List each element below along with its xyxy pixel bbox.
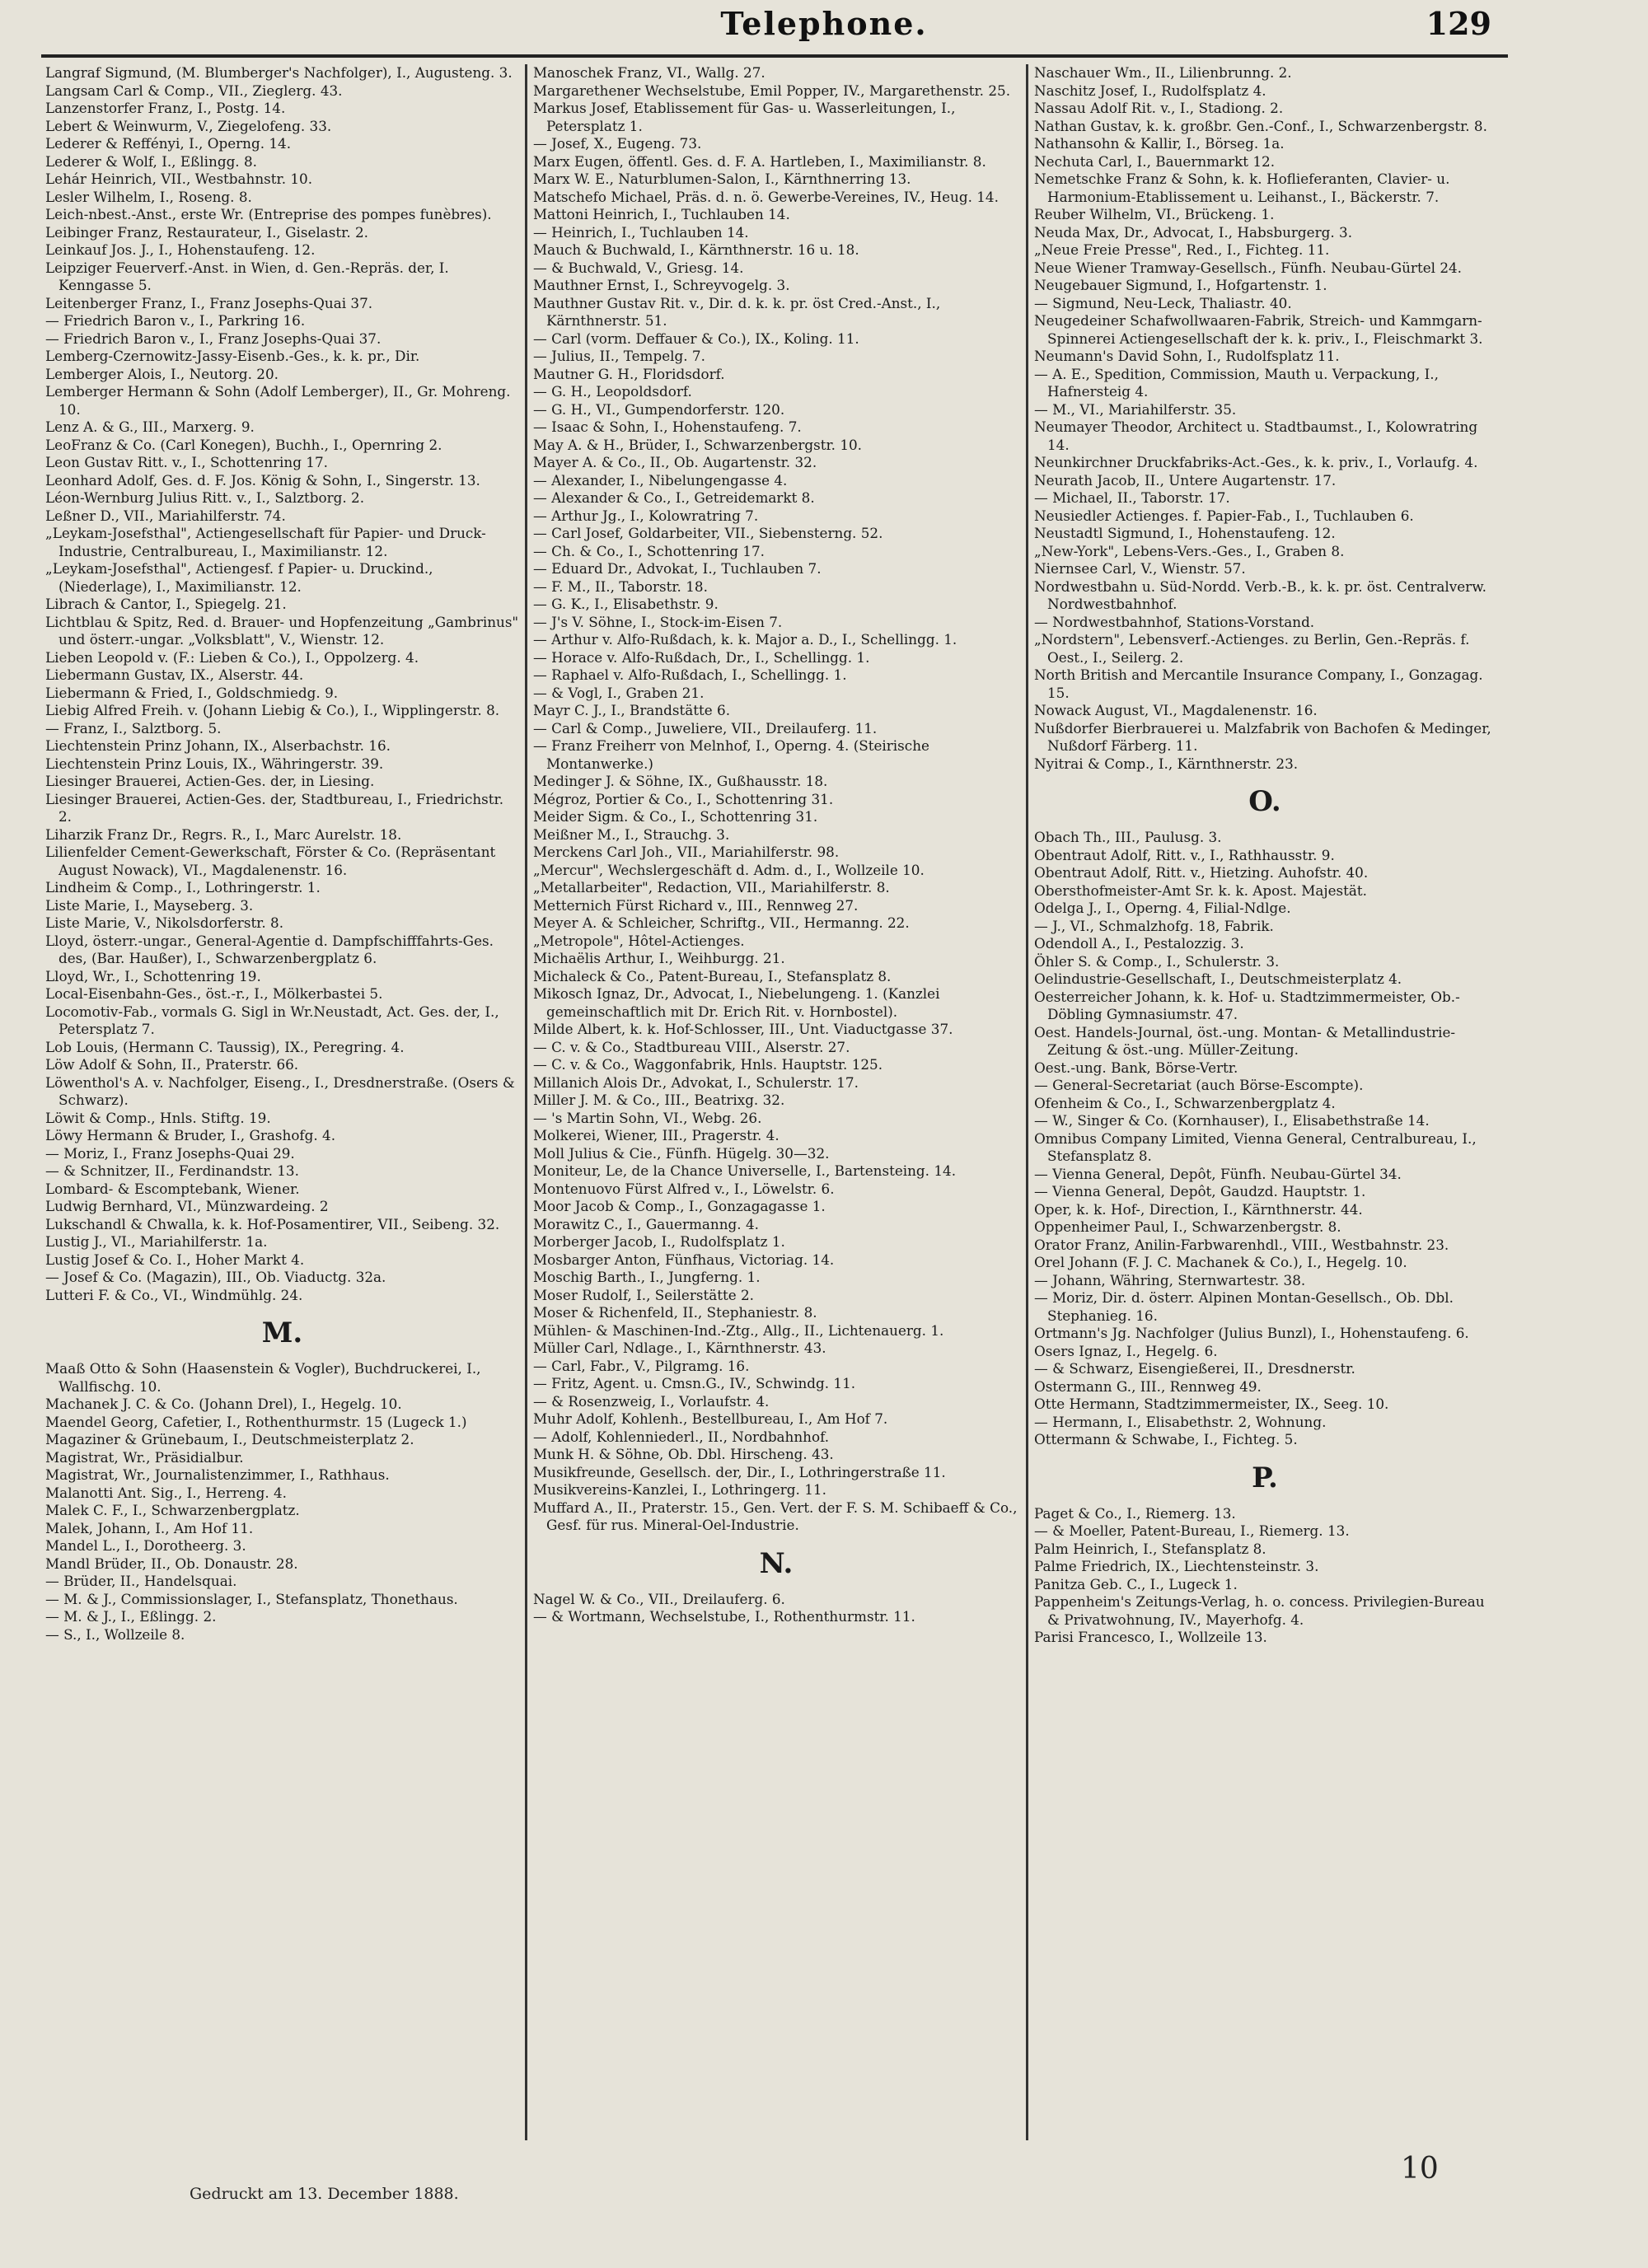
directory-entry: Lichtblau & Spitz, Red. d. Brauer- und Hopfenzeitung „Gambrinus" und österr.-ungar. „Volksblatt", V., Wienstr. 12. (45, 613, 519, 648)
directory-entry: Langraf Sigmund, (M. Blumberger's Nachfolger), I., Augusteng. 3. (45, 64, 513, 81)
directory-entry: Leon Gustav Ritt. v., I., Schottenring 17. (45, 454, 328, 470)
directory-entry: Neunkirchner Druckfabriks-Act.-Ges., k. k. priv., I., Vorlaufg. 4. (1034, 454, 1478, 470)
directory-entry: Mégroz, Portier & Co., I., Schottenring 31. (533, 790, 834, 807)
directory-entry: Liesinger Brauerei, Actien-Ges. der, in Liesing. (45, 773, 375, 789)
directory-entry: Niernsee Carl, V., Wienstr. 57. (1034, 560, 1246, 577)
directory-entry: Moniteur, Le, de la Chance Universelle, I., Bartensteing. 14. (533, 1162, 957, 1179)
directory-entry: Moll Julius & Cie., Fünfh. Hügelg. 30—32. (533, 1144, 830, 1162)
directory-entry: Maendel Georg, Cafetier, I., Rothenthurmstr. 15 (Lugeck 1.) (45, 1413, 467, 1430)
directory-entry: — & Schwarz, Eisengießerei, II., Dresdnerstr. (1034, 1360, 1355, 1377)
directory-entry: Odelga J., I., Operng. 4, Filial-Ndlge. (1034, 900, 1291, 916)
directory-entry: Merckens Carl Joh., VII., Mariahilferstr. 98. (533, 844, 840, 860)
directory-entry: — & Rosenzweig, I., Vorlaufstr. 4. (533, 1392, 770, 1410)
directory-entry: Liste Marie, I., Mayseberg. 3. (45, 896, 254, 914)
directory-entry: „Neue Freie Presse", Red., I., Fichteg. 11. (1034, 241, 1330, 258)
directory-entry: Medinger J. & Söhne, IX., Gußhausstr. 18. (533, 773, 828, 789)
directory-entry: Mühlen- & Maschinen-Ind.-Ztg., Allg., II., Lichtenauerg. 1. (533, 1321, 944, 1339)
directory-entry: Nowack August, VI., Magdalenenstr. 16. (1034, 702, 1318, 718)
directory-entry: — Julius, II., Tempelg. 7. (533, 348, 705, 364)
directory-entry: — Carl (vorm. Deffauer & Co.), IX., Koling. 11. (533, 330, 859, 347)
directory-entry: Mandl Brüder, II., Ob. Donaustr. 28. (45, 1555, 298, 1572)
directory-entry: — M., VI., Mariahilferstr. 35. (1034, 400, 1237, 418)
directory-entry: Musikfreunde, Gesellsch. der, Dir., I., Lothringerstraße 11. (533, 1463, 946, 1480)
directory-entry: — Johann, Währing, Sternwartestr. 38. (1034, 1271, 1306, 1288)
directory-entry: — G. H., Leopoldsdorf. (533, 383, 692, 400)
column-divider (1026, 64, 1028, 2140)
directory-entry: — M. & J., Commissionslager, I., Stefansplatz, Thonethaus. (45, 1590, 458, 1607)
directory-entry: Leipziger Feuerverf.-Anst. in Wien, d. Gen.-Repräs. der, I. Kenngasse 5. (45, 259, 449, 293)
directory-entry: Moschig Barth., I., Jungferng. 1. (533, 1269, 761, 1285)
directory-entry: Neusiedler Actienges. f. Papier-Fab., I., Tuchlauben 6. (1034, 507, 1414, 524)
directory-entry: May A. & H., Brüder, I., Schwarzenbergstr. 10. (533, 436, 863, 453)
directory-entry: Nechuta Carl, I., Bauernmarkt 12. (1034, 152, 1276, 170)
directory-entry: Mayr C. J., I., Brandstätte 6. (533, 702, 731, 718)
section-letter-heading: N. (759, 1546, 794, 1580)
directory-entry: Ludwig Bernhard, VI., Münzwardeing. 2 (45, 1198, 329, 1214)
section-letter-heading: P. (1252, 1461, 1278, 1494)
directory-entry: — Hermann, I., Elisabethstr. 2, Wohnung. (1034, 1413, 1327, 1430)
directory-entry: — & Vogl, I., Graben 21. (533, 684, 705, 701)
directory-entry: — Adolf, Kohlenniederl., II., Nordbahnhof. (533, 1428, 830, 1445)
directory-entry: — C. v. & Co., Waggonfabrik, Hnls. Hauptstr. 125. (533, 1056, 883, 1073)
directory-entry: Leitenberger Franz, I., Franz Josephs-Quai 37. (45, 294, 373, 311)
print-date-note: Gedruckt am 13. December 1888. (190, 2185, 459, 2203)
directory-entry: Montenuovo Fürst Alfred v., I., Löwelstr. 6. (533, 1180, 835, 1197)
directory-entry: „Metropole", Hôtel-Actienges. (533, 932, 745, 949)
directory-entry: — Josef & Co. (Magazin), III., Ob. Viaductg. 32a. (45, 1269, 386, 1285)
directory-entry: Magistrat, Wr., Journalistenzimmer, I., Rathhaus. (45, 1466, 390, 1483)
directory-entry: — Franz Freiherr von Melnhof, I., Operng. 4. (Steirische Montanwerke.) (533, 737, 929, 772)
directory-entry: Oper, k. k. Hof-, Direction, I., Kärnthnerstr. 44. (1034, 1200, 1363, 1218)
directory-entry: Malek, Johann, I., Am Hof 11. (45, 1519, 254, 1536)
directory-entry: Naschauer Wm., II., Lilienbrunng. 2. (1034, 64, 1292, 81)
directory-entry: — Michael, II., Taborstr. 17. (1034, 489, 1230, 506)
directory-entry: — Carl & Comp., Juweliere, VII., Dreilauferg. 11. (533, 719, 878, 737)
column-2 (533, 64, 1019, 2140)
directory-entry: Leich-nbest.-Anst., erste Wr. (Entreprise des pompes funèbres). (45, 206, 492, 222)
directory-entry: Otte Hermann, Stadtzimmermeister, IX., Seeg. 10. (1034, 1396, 1389, 1412)
directory-entry: — General-Secretariat (auch Börse-Escompte). (1034, 1077, 1364, 1093)
directory-entry: Lutteri F. & Co., VI., Windmühlg. 24. (45, 1286, 303, 1303)
directory-entry: Obach Th., III., Paulusg. 3. (1034, 829, 1222, 845)
directory-entry: Lustig Josef & Co. I., Hoher Markt 4. (45, 1251, 305, 1268)
directory-entry: Osers Ignaz, I., Hegelg. 6. (1034, 1342, 1218, 1359)
directory-entry: Lilienfelder Cement-Gewerkschaft, Förster & Co. (Repräsentant August Nowack), VI., Magdalenenstr. 16. (45, 844, 496, 878)
section-letter-heading: O. (1248, 785, 1281, 818)
directory-entry: — Arthur v. Alfo-Rußdach, k. k. Major a. D., I., Schellingg. 1. (533, 631, 957, 648)
directory-entry: Müller Carl, Ndlage., I., Kärnthnerstr. 43. (533, 1340, 826, 1356)
directory-entry: — & Wortmann, Wechselstube, I., Rothenthurmstr. 11. (533, 1608, 915, 1625)
directory-entry: — Isaac & Sohn, I., Hohenstaufeng. 7. (533, 419, 802, 435)
directory-entry: Ortmann's Jg. Nachfolger (Julius Bunzl), I., Hohenstaufeng. 6. (1034, 1325, 1469, 1341)
directory-entry: — Alexander & Co., I., Getreidemarkt 8. (533, 489, 815, 506)
directory-entry: Locomotiv-Fab., vormals G. Sigl in Wr.Neustadt, Act. Ges. der, I., Petersplatz 7. (45, 1003, 499, 1037)
directory-entry: Milde Albert, k. k. Hof-Schlosser, III., Unt. Viaductgasse 37. (533, 1021, 953, 1037)
directory-entry: — Carl, Fabr., V., Pilgramg. 16. (533, 1357, 750, 1374)
directory-entry: Leibinger Franz, Restaurateur, I., Giselastr. 2. (45, 223, 368, 241)
directory-entry: Parisi Francesco, I., Wollzeile 13. (1034, 1629, 1267, 1645)
directory-entry: — J., VI., Schmalzhofg. 18, Fabrik. (1034, 917, 1274, 934)
directory-entry: Molkerei, Wiener, III., Pragerstr. 4. (533, 1127, 780, 1143)
directory-entry: Lukschandl & Chwalla, k. k. Hof-Posamentirer, VII., Seibeng. 32. (45, 1215, 500, 1232)
directory-entry: Liebermann Gustav, IX., Alserstr. 44. (45, 666, 304, 683)
directory-entry: Maaß Otto & Sohn (Haasenstein & Vogler), Buchdruckerei, I., Wallfischg. 10. (45, 1360, 481, 1395)
directory-entry: — G. H., VI., Gumpendorferstr. 120. (533, 400, 785, 418)
directory-entry: Metternich Fürst Richard v., III., Rennweg 27. (533, 896, 859, 914)
directory-entry: Neumayer Theodor, Architect u. Stadtbaumst., I., Kolowratring 14. (1034, 419, 1478, 453)
directory-entry: Muffard A., II., Praterstr. 15., Gen. Vert. der F. S. M. Schibaeff & Co., Gesf. für rus. Mineral-Oel-Industrie. (533, 1499, 1018, 1533)
page-title: Telephone. (720, 5, 928, 42)
directory-entry: — Nordwestbahnhof, Stations-Vorstand. (1034, 613, 1315, 630)
directory-entry: Marx W. E., Naturblumen-Salon, I., Kärnthnerring 13. (533, 171, 911, 187)
directory-entry: Oest. Handels-Journal, öst.-ung. Montan- & Metallindustrie-Zeitung & öst.-ung. Müller-Zeitung. (1034, 1023, 1456, 1058)
directory-entry: Mauch & Buchwald, I., Kärnthnerstr. 16 u. 18. (533, 241, 859, 258)
directory-entry: Omnibus Company Limited, Vienna General, Centralbureau, I., Stefansplatz 8. (1034, 1129, 1477, 1164)
directory-entry: Musikvereins-Kanzlei, I., Lothringerg. 11. (533, 1481, 826, 1498)
directory-entry: — J's V. Söhne, I., Stock-im-Eisen 7. (533, 613, 783, 630)
directory-entry: Palm Heinrich, I., Stefansplatz 8. (1034, 1540, 1266, 1557)
directory-entry: „Metallarbeiter", Redaction, VII., Mariahilferstr. 8. (533, 879, 890, 896)
directory-entry: Neurath Jacob, II., Untere Augartenstr. 17. (1034, 471, 1337, 489)
directory-entry: Liesinger Brauerei, Actien-Ges. der, Stadtbureau, I., Friedrichstr. 2. (45, 790, 504, 825)
directory-entry: — 's Martin Sohn, VI., Webg. 26. (533, 1109, 762, 1126)
directory-entry: Lehár Heinrich, VII., Westbahnstr. 10. (45, 171, 313, 187)
directory-entry: — S., I., Wollzeile 8. (45, 1625, 185, 1643)
directory-entry: Orator Franz, Anilin-Farbwarenhdl., VIII., Westbahnstr. 23. (1034, 1236, 1449, 1253)
directory-entry: Mayer A. & Co., II., Ob. Augartenstr. 32. (533, 454, 817, 470)
directory-entry: — Moriz, Dir. d. österr. Alpinen Montan-Gesellsch., Ob. Dbl. Stephanieg. 16. (1034, 1289, 1454, 1324)
directory-entry: Orel Johann (F. J. C. Machanek & Co.), I., Hegelg. 10. (1034, 1254, 1407, 1270)
directory-entry: Nordwestbahn u. Süd-Nordd. Verb.-B., k. k. pr. öst. Centralverw. Nordwestbahnhof. (1034, 578, 1486, 612)
directory-entry: Neuda Max, Dr., Advocat, I., Habsburgerg. 3. (1034, 223, 1353, 241)
directory-entry: Local-Eisenbahn-Ges., öst.-r., I., Mölkerbastei 5. (45, 985, 383, 1002)
directory-entry: Lesler Wilhelm, I., Roseng. 8. (45, 188, 252, 205)
directory-entry: „New-York", Lebens-Vers.-Ges., I., Graben 8. (1034, 542, 1345, 559)
sheet-signature: 10 (1401, 2152, 1439, 2186)
column-3 (1034, 64, 1496, 2140)
directory-entry: Nyitrai & Comp., I., Kärnthnerstr. 23. (1034, 755, 1299, 772)
directory-entry: Lindheim & Comp., I., Lothringerstr. 1. (45, 879, 321, 896)
directory-entry: Meyer A. & Schleicher, Schriftg., VII., Hermanng. 22. (533, 914, 910, 931)
directory-entry: Marx Eugen, öffentl. Ges. d. F. A. Hartleben, I., Maximilianstr. 8. (533, 152, 986, 170)
directory-entry: — M. & J., I., Eßlingg. 2. (45, 1608, 217, 1625)
column-divider (525, 64, 527, 2140)
directory-entry: Lenz A. & G., III., Marxerg. 9. (45, 419, 255, 435)
directory-entry: Obentraut Adolf, Ritt. v., Hietzing. Auhofstr. 40. (1034, 864, 1369, 881)
directory-entry: — W., Singer & Co. (Kornhauser), I., Elisabethstraße 14. (1034, 1112, 1430, 1129)
directory-entry: Löwenthol's A. v. Nachfolger, Eiseng., I., Dresdnerstraße. (Osers & Schwarz). (45, 1073, 515, 1108)
directory-entry: Oest.-ung. Bank, Börse-Vertr. (1034, 1059, 1238, 1076)
directory-entry: Ofenheim & Co., I., Schwarzenbergplatz 4. (1034, 1094, 1336, 1111)
directory-entry: Millanich Alois Dr., Advokat, I., Schulerstr. 17. (533, 1073, 859, 1091)
directory-entry: Reuber Wilhelm, VI., Brückeng. 1. (1034, 206, 1275, 222)
directory-entry: Moor Jacob & Comp., I., Gonzagagasse 1. (533, 1198, 826, 1214)
directory-entry: Miller J. M. & Co., III., Beatrixg. 32. (533, 1092, 785, 1108)
directory-entry: Naschitz Josef, I., Rudolfsplatz 4. (1034, 82, 1266, 99)
directory-entry: Neugedeiner Schafwollwaaren-Fabrik, Streich- und Kammgarn-Spinnerei Actiengesellschaft der k. k. priv., I., Fleischmarkt 3. (1034, 312, 1483, 347)
directory-entry: Lemberger Alois, I., Neutorg. 20. (45, 365, 279, 382)
directory-entry: Mauthner Ernst, I., Schreyvogelg. 3. (533, 277, 790, 293)
directory-entry: Lemberger Hermann & Sohn (Adolf Lemberger), II., Gr. Mohreng. 10. (45, 383, 511, 418)
section-letter-heading: M. (261, 1316, 303, 1349)
directory-entry: Obersthofmeister-Amt Sr. k. k. Apost. Majestät. (1034, 881, 1367, 899)
directory-entry: Morberger Jacob, I., Rudolfsplatz 1. (533, 1233, 785, 1250)
directory-entry: Morawitz C., I., Gauermanng. 4. (533, 1215, 759, 1232)
directory-entry: — Brüder, II., Handelsquai. (45, 1573, 237, 1589)
directory-entry: Lloyd, Wr., I., Schottenring 19. (45, 967, 261, 984)
directory-entry: Muhr Adolf, Kohlenh., Bestellbureau, I., Am Hof 7. (533, 1410, 888, 1427)
directory-entry: Neue Wiener Tramway-Gesellsch., Fünfh. Neubau-Gürtel 24. (1034, 259, 1463, 276)
directory-entry: — Alexander, I., Nibelungengasse 4. (533, 471, 788, 489)
directory-entry: Ottermann & Schwabe, I., Fichteg. 5. (1034, 1431, 1298, 1447)
directory-entry: Lieben Leopold v. (F.: Lieben & Co.), I., Oppolzerg. 4. (45, 648, 419, 666)
directory-entry: Nemetschke Franz & Sohn, k. k. Hoflieferanten, Clavier- u. Harmonium-Etablissement u. Leihanst., I., Bäckerstr. 7. (1034, 171, 1450, 205)
directory-entry: — Friedrich Baron v., I., Franz Josephs-Quai 37. (45, 330, 382, 347)
directory-entry: Mauthner Gustav Rit. v., Dir. d. k. k. pr. öst Cred.-Anst., I., Kärnthnerstr. 51. (533, 294, 941, 329)
directory-entry: Paget & Co., I., Riemerg. 13. (1034, 1504, 1236, 1522)
directory-entry: Panitza Geb. C., I., Lugeck 1. (1034, 1575, 1238, 1592)
directory-entry: Nußdorfer Bierbrauerei u. Malzfabrik von Bachofen & Medinger, Nußdorf Färberg. 11. (1034, 719, 1491, 754)
directory-entry: Leonhard Adolf, Ges. d. F. Jos. König & Sohn, I., Singerstr. 13. (45, 471, 480, 489)
directory-entry: Lebert & Weinwurm, V., Ziegelofeng. 33. (45, 117, 332, 134)
directory-entry: Oppenheimer Paul, I., Schwarzenbergstr. 8. (1034, 1218, 1341, 1235)
directory-entry: Nassau Adolf Rit. v., I., Stadiong. 2. (1034, 100, 1284, 116)
directory-entry: Mosbarger Anton, Fünfhaus, Victoriag. 14. (533, 1251, 835, 1268)
directory-entry: Munk H. & Söhne, Ob. Dbl. Hirscheng. 43. (533, 1446, 834, 1462)
directory-entry: Löwit & Comp., Hnls. Stiftg. 19. (45, 1109, 271, 1126)
directory-entry: — Moriz, I., Franz Josephs-Quai 29. (45, 1144, 295, 1162)
directory-entry: Neustadtl Sigmund, I., Hohenstaufeng. 12. (1034, 525, 1336, 541)
directory-entry: Malek C. F., I., Schwarzenbergplatz. (45, 1502, 300, 1518)
directory-entry: Mautner G. H., Floridsdorf. (533, 365, 725, 382)
directory-entry: Moser & Richenfeld, II., Stephaniestr. 8. (533, 1304, 817, 1321)
directory-entry: Öhler S. & Comp., I., Schulerstr. 3. (1034, 952, 1280, 970)
directory-entry: „Leykam-Josefsthal", Actiengesellschaft für Papier- und Druck-Industrie, Centralbureau, I., Maximilianstr. 12. (45, 525, 486, 559)
directory-entry: Liebig Alfred Freih. v. (Johann Liebig & Co.), I., Wipplingerstr. 8. (45, 702, 500, 718)
directory-entry: — C. v. & Co., Stadtbureau VIII., Alserstr. 27. (533, 1038, 850, 1055)
directory-entry: Matschefo Michael, Präs. d. n. ö. Gewerbe-Vereines, IV., Heug. 14. (533, 188, 999, 205)
directory-entry: — Ch. & Co., I., Schottenring 17. (533, 542, 765, 559)
directory-entry: — Raphael v. Alfo-Rußdach, I., Schellingg. 1. (533, 666, 847, 683)
directory-entry: Oesterreicher Johann, k. k. Hof- u. Stadtzimmermeister, Ob.-Döbling Gymnasiumstr. 47. (1034, 988, 1460, 1022)
directory-entry: LeoFranz & Co. (Carl Konegen), Buchh., I., Opernring 2. (45, 436, 442, 453)
directory-entry: Leßner D., VII., Mariahilferstr. 74. (45, 507, 286, 524)
directory-entry: Malanotti Ant. Sig., I., Herreng. 4. (45, 1484, 288, 1501)
directory-entry: Machanek J. C. & Co. (Johann Drel), I., Hegelg. 10. (45, 1396, 402, 1412)
directory-entry: „Nordstern", Lebensverf.-Actienges. zu Berlin, Gen.-Repräs. f. Oest., I., Seilerg. 2. (1034, 631, 1470, 666)
directory-entry: Lustig J., VI., Mariahilferstr. 1a. (45, 1233, 268, 1250)
directory-entry: Moser Rudolf, I., Seilerstätte 2. (533, 1286, 754, 1303)
directory-entry: — & Moeller, Patent-Bureau, I., Riemerg. 13. (1034, 1522, 1350, 1539)
directory-entry: Palme Friedrich, IX., Liechtensteinstr. 3. (1034, 1558, 1319, 1574)
directory-entry: Lederer & Reffényi, I., Operng. 14. (45, 135, 292, 152)
directory-entry: „Leykam-Josefsthal", Actiengesf. f Papier- u. Druckind., (Niederlage), I., Maximilianstr. 12. (45, 560, 433, 595)
directory-entry: Leinkauf Jos. J., I., Hohenstaufeng. 12. (45, 241, 316, 258)
directory-entry: Lob Louis, (Hermann C. Taussig), IX., Peregring. 4. (45, 1038, 405, 1055)
directory-entry: Mandel L., I., Dorotheerg. 3. (45, 1537, 246, 1554)
directory-entry: Oelindustrie-Gesellschaft, I., Deutschmeisterplatz 4. (1034, 970, 1402, 987)
directory-entry: — Arthur Jg., I., Kolowratring 7. (533, 507, 759, 524)
directory-entry: Magistrat, Wr., Präsidialbur. (45, 1448, 244, 1466)
directory-entry: Obentraut Adolf, Ritt. v., I., Rathhausstr. 9. (1034, 846, 1335, 863)
directory-entry: Margarethener Wechselstube, Emil Popper, IV., Margarethenstr. 25. (533, 82, 1011, 99)
directory-entry: Librach & Cantor, I., Spiegelg. 21. (45, 596, 287, 612)
directory-entry: Pappenheim's Zeitungs-Verlag, h. o. concess. Privilegien-Bureau & Privatwohnung, IV., Mayerhofg. 4. (1034, 1593, 1485, 1628)
directory-entry: Liebermann & Fried, I., Goldschmiedg. 9. (45, 684, 339, 701)
directory-entry: Markus Josef, Etablissement für Gas- u. Wasserleitungen, I., Petersplatz 1. (533, 100, 956, 134)
directory-entry: — Eduard Dr., Advokat, I., Tuchlauben 7. (533, 560, 822, 577)
column-1 (45, 64, 519, 2140)
directory-entry: Michaleck & Co., Patent-Bureau, I., Stefansplatz 8. (533, 967, 892, 984)
directory-entry: Lloyd, österr.-ungar., General-Agentie d. Dampfschifffahrts-Ges. des, (Bar. Haußer), I., Schwarzenbergplatz 6. (45, 932, 494, 966)
directory-entry: Liharzik Franz Dr., Regrs. R., I., Marc Aurelstr. 18. (45, 825, 402, 843)
directory-entry: — & Buchwald, V., Griesg. 14. (533, 259, 744, 276)
directory-entry: Meißner M., I., Strauchg. 3. (533, 825, 730, 843)
directory-entry: Lederer & Wolf, I., Eßlingg. 8. (45, 152, 257, 170)
directory-entry: Lombard- & Escomptebank, Wiener. (45, 1180, 300, 1197)
directory-entry: — Sigmund, Neu-Leck, Thaliastr. 40. (1034, 294, 1292, 311)
directory-entry: — Horace v. Alfo-Rußdach, Dr., I., Schellingg. 1. (533, 648, 870, 666)
directory-entry: Lemberg-Czernowitz-Jassy-Eisenb.-Ges., k. k. pr., Dir. (45, 348, 420, 364)
directory-entry: Odendoll A., I., Pestalozzig. 3. (1034, 935, 1244, 952)
directory-entry: — Josef, X., Eugeng. 73. (533, 135, 702, 152)
directory-entry: North British and Mercantile Insurance Company, I., Gonzagag. 15. (1034, 666, 1483, 701)
directory-entry: Léon-Wernburg Julius Ritt. v., I., Salztborg. 2. (45, 489, 365, 506)
directory-entry: Nathan Gustav, k. k. großbr. Gen.-Conf., I., Schwarzenbergstr. 8. (1034, 117, 1487, 134)
directory-entry: Manoschek Franz, VI., Wallg. 27. (533, 64, 765, 81)
directory-entry: Neugebauer Sigmund, I., Hofgartenstr. 1. (1034, 277, 1327, 293)
directory-entry: — Fritz, Agent. u. Cmsn.G., IV., Schwindg. 11. (533, 1375, 856, 1391)
directory-entry: — Carl Josef, Goldarbeiter, VII., Siebensterng. 52. (533, 525, 883, 541)
directory-entry: — Vienna General, Depôt, Gaudzd. Hauptstr. 1. (1034, 1183, 1366, 1199)
directory-entry: Löw Adolf & Sohn, II., Praterstr. 66. (45, 1056, 299, 1073)
directory-entry: — Franz, I., Salztborg. 5. (45, 719, 222, 737)
directory-entry: Liechtenstein Prinz Johann, IX., Alserbachstr. 16. (45, 737, 391, 754)
directory-entry: „Mercur", Wechslergeschäft d. Adm. d., I., Wollzeile 10. (533, 861, 925, 878)
directory-entry: — A. E., Spedition, Commission, Mauth u. Verpackung, I., Hafnersteig 4. (1034, 365, 1439, 400)
directory-entry: — & Schnitzer, II., Ferdinandstr. 13. (45, 1162, 299, 1179)
directory-entry: — Heinrich, I., Tuchlauben 14. (533, 223, 749, 241)
directory-entry: Meider Sigm. & Co., I., Schottenring 31. (533, 808, 818, 825)
directory-entry: Liste Marie, V., Nikolsdorferstr. 8. (45, 914, 284, 931)
directory-entry: — Vienna General, Depôt, Fünfh. Neubau-Gürtel 34. (1034, 1165, 1402, 1182)
directory-entry: Neumann's David Sohn, I., Rudolfsplatz 11. (1034, 348, 1340, 364)
directory-columns (45, 64, 1496, 2140)
directory-entry: Lanzenstorfer Franz, I., Postg. 14. (45, 100, 286, 116)
directory-entry: — Friedrich Baron v., I., Parkring 16. (45, 312, 306, 329)
header-rule (41, 54, 1508, 58)
directory-entry: — G. K., I., Elisabethstr. 9. (533, 596, 719, 612)
directory-entry: Mikosch Ignaz, Dr., Advocat, I., Niebelungeng. 1. (Kanzlei gemeinschaftlich mit Dr. Erich Rit. v. Hornbostel). (533, 985, 940, 1020)
directory-entry: Langsam Carl & Comp., VII., Zieglerg. 43. (45, 82, 343, 99)
directory-entry: Michaëlis Arthur, I., Weihburgg. 21. (533, 950, 785, 966)
directory-entry: Nathansohn & Kallir, I., Börseg. 1a. (1034, 135, 1285, 152)
directory-entry: Liechtenstein Prinz Louis, IX., Währingerstr. 39. (45, 755, 384, 772)
directory-entry: Nagel W. & Co., VII., Dreilauferg. 6. (533, 1590, 785, 1607)
directory-entry: Löwy Hermann & Bruder, I., Grashofg. 4. (45, 1127, 336, 1143)
directory-entry: Ostermann G., III., Rennweg 49. (1034, 1377, 1262, 1395)
directory-entry: Mattoni Heinrich, I., Tuchlauben 14. (533, 206, 790, 222)
page-number: 129 (1426, 5, 1491, 42)
directory-entry: — F. M., II., Taborstr. 18. (533, 578, 708, 595)
page-header (0, 5, 1648, 46)
directory-entry: Magaziner & Grünebaum, I., Deutschmeisterplatz 2. (45, 1431, 414, 1447)
